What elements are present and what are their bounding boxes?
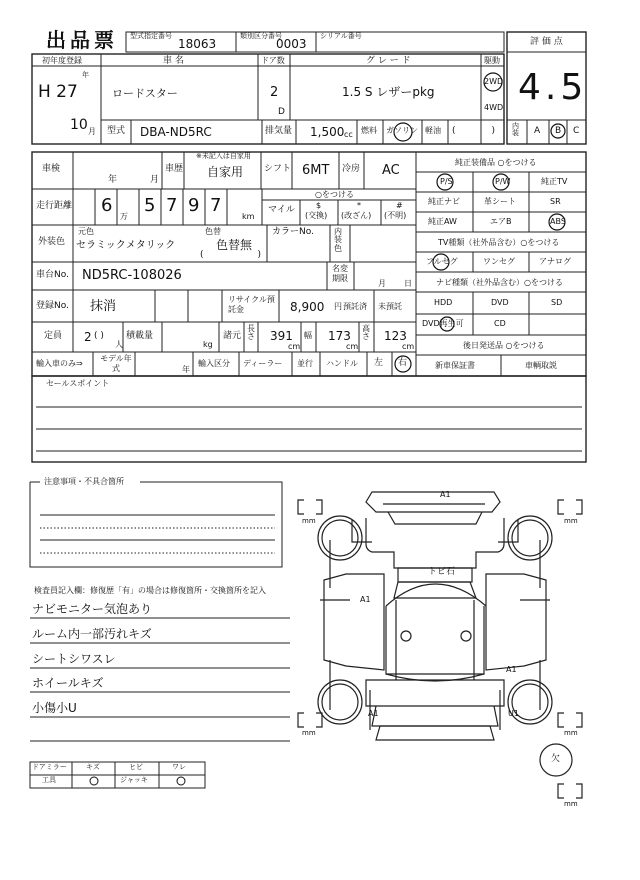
docs-header: 後日発送品 ○をつける — [463, 341, 545, 350]
note-line: ルーム内一部汚れキズ — [32, 627, 152, 641]
orig-color-value: セラミックメタリック — [76, 240, 176, 251]
door-type: D — [278, 107, 285, 117]
category-value: 0003 — [276, 37, 307, 51]
name-change-month: 月 — [378, 279, 386, 288]
legend-crack: ヒビ — [129, 763, 143, 771]
handle-label: ハンドル — [326, 359, 358, 368]
color-no-label: カラーNo. — [272, 227, 314, 237]
model-year-unit: 年 — [182, 365, 190, 374]
equip-sunroof: SR — [550, 197, 561, 206]
tv-oneseg: ワンセグ — [483, 257, 515, 266]
width-label: 幅 — [304, 331, 312, 340]
equip-airbag: エアB — [490, 217, 512, 226]
equip-power-steering: P/S — [440, 177, 453, 186]
mileage-digit: 9 — [188, 195, 200, 216]
mileage-digit: 7 — [166, 195, 178, 216]
tv-header: TV種類（社外品含む）○をつける — [438, 238, 560, 247]
width-unit: cm — [346, 342, 359, 351]
model-label: 型式 — [107, 126, 126, 136]
tamper-sym: * — [357, 201, 361, 210]
legend-jack: ジャッキ — [120, 776, 148, 784]
fuel-gasoline: ガソリン — [386, 126, 418, 135]
capacity-unit: 人 — [115, 340, 123, 349]
shaken-year-unit: 年 — [108, 175, 118, 185]
unknown-option: (不明) — [384, 211, 407, 220]
interior-c: C — [573, 126, 580, 136]
recycle-label: リサイクル預託金 — [228, 295, 275, 314]
recycle-unit: 円 — [334, 302, 342, 311]
handle-right: 右 — [398, 358, 408, 368]
load-label: 積載量 — [126, 331, 154, 341]
recycle-deposited: 預託済 — [343, 302, 367, 311]
height-label: 高さ — [362, 324, 370, 342]
use-label: 車歴 — [165, 164, 184, 174]
navi-dvd-playback: DVD再生可 — [422, 319, 464, 328]
legend-tools: 工具 — [42, 776, 56, 784]
note-line: 小傷小U — [32, 701, 77, 715]
recycle-amount: 8,900 — [290, 300, 325, 314]
note-line: ナビモニター気泡あり — [32, 602, 153, 616]
import-dealer: ディーラー — [243, 359, 283, 368]
length-unit: cm — [288, 342, 301, 351]
mm-label: mm — [564, 517, 578, 525]
shift-label: シフト — [264, 164, 292, 174]
mileage-digit: 5 — [144, 195, 156, 216]
legend-door-mirror: ドアミラー — [32, 763, 67, 771]
tv-fullseg: フルセグ — [426, 257, 458, 266]
chassis-label: 車台No. — [36, 270, 69, 280]
docs-warranty: 新車保証書 — [435, 361, 475, 370]
diagram-label: U1 — [508, 709, 519, 718]
equip-abs: ABS — [550, 217, 566, 226]
drive-2wd: 2WD — [484, 77, 504, 86]
docs-manual: 車輌取説 — [525, 361, 557, 370]
fuel-label: 燃料 — [361, 126, 377, 135]
equip-power-window: P/W — [495, 177, 511, 186]
import-type-label: 輸入区分 — [198, 359, 230, 368]
type-approval-label: 型式指定番号 — [130, 32, 172, 40]
use-value: 自家用 — [207, 165, 244, 179]
mileage-digit: 6 — [101, 195, 113, 216]
navi-hdd: HDD — [434, 298, 453, 307]
navi-dvd: DVD — [491, 298, 509, 307]
width-value: 173 — [328, 329, 351, 343]
capacity-label: 定員 — [44, 331, 63, 341]
model-value: DBA-ND5RC — [140, 125, 212, 139]
repaint-label: 色替 — [205, 227, 221, 236]
fuel-diesel: 軽油 — [425, 126, 441, 135]
interior-a: A — [534, 126, 541, 136]
import-parallel: 並行 — [297, 359, 313, 368]
orig-color-label: 元色 — [78, 227, 94, 236]
note-line: ホイールキズ — [32, 676, 104, 690]
mileage-digit: 7 — [210, 195, 222, 216]
name-change-day: 日 — [404, 279, 412, 288]
displacement-value: 1,500 — [310, 125, 345, 139]
exchange-option: (交換) — [305, 211, 328, 220]
repaint-paren: ( ) — [200, 250, 262, 260]
year-unit: 年 — [82, 71, 89, 79]
mm-label: mm — [564, 729, 578, 737]
name-change-label: 名変期限 — [332, 264, 348, 283]
month-unit: 月 — [88, 127, 96, 136]
type-approval-value: 18063 — [178, 37, 217, 51]
tv-analog: アナログ — [539, 257, 571, 266]
dims-label: 諸元 — [223, 331, 242, 341]
first-reg-year: H 27 — [38, 82, 78, 102]
legend-break: ワレ — [172, 763, 186, 771]
displacement-unit: cc — [344, 130, 353, 139]
shaken-label: 車検 — [42, 164, 61, 174]
form-title: 出品票 — [46, 28, 118, 52]
length-label: 長さ — [247, 324, 255, 342]
navi-header: ナビ種類（社外品含む）○をつける — [436, 278, 563, 287]
navi-cd: CD — [494, 319, 506, 328]
doors-value: 2 — [270, 85, 279, 100]
recycle-not-deposited: 未預託 — [378, 302, 402, 311]
fuel-other-paren: ( ) — [452, 126, 496, 136]
drive-4wd: 4WD — [484, 103, 504, 112]
mileage-km-unit: km — [242, 212, 255, 221]
mileage-label: 走行距離 — [36, 201, 73, 211]
mile-option: マイル — [268, 205, 295, 215]
first-reg-label: 初年度登録 — [42, 56, 82, 65]
car-name-label: 車 名 — [163, 56, 184, 66]
length-value: 391 — [270, 329, 293, 343]
equip-leather: 革シート — [484, 197, 516, 206]
car-name: ロードスター — [112, 87, 178, 100]
rating-label: 評 価 点 — [530, 37, 563, 47]
grade-label: グ レ ー ド — [366, 56, 411, 66]
ac-label: 冷房 — [342, 164, 361, 174]
chassis-value: ND5RC-108026 — [82, 268, 182, 283]
load-unit: kg — [203, 340, 213, 349]
interior-b: B — [555, 126, 562, 136]
reg-no-value: 抹消 — [90, 299, 117, 314]
mm-label: mm — [302, 517, 316, 525]
notes-label: 注意事項・不具合箇所 — [44, 477, 124, 486]
shaken-month-unit: 月 — [150, 175, 160, 185]
diagram-label: A1 — [360, 595, 371, 604]
unknown-sym: # — [396, 201, 403, 210]
interior-color-label: 内装色 — [334, 227, 342, 253]
diagram-label: A1 — [368, 709, 379, 718]
repaint-value: 色替無 — [216, 238, 253, 252]
equip-tv: 純正TV — [541, 177, 568, 186]
color-label: 外装色 — [38, 237, 66, 247]
capacity-paren: ( ) — [94, 331, 104, 341]
inspector-label: 検査員記入欄：修復歴「有」の場合は修復箇所・交換箇所を記入 — [34, 586, 266, 595]
serial-label: シリアル番号 — [320, 32, 362, 40]
import-label: 輸入車のみ⇒ — [36, 359, 83, 368]
equipment-header: 純正装備品 ○をつける — [455, 158, 537, 167]
diagram-label: トビ石 — [428, 567, 456, 577]
sales-point-label: セールスポイント — [46, 379, 110, 388]
reg-no-label: 登録No. — [36, 301, 69, 311]
lower-section — [0, 470, 640, 880]
mileage-man-unit: 万 — [120, 212, 128, 221]
model-year-label: モデル年式 — [100, 354, 132, 373]
capacity-value: 2 — [84, 330, 92, 344]
use-note: ※未記入は自家用 — [196, 152, 251, 160]
mm-label: mm — [302, 729, 316, 737]
navi-sd: SD — [551, 298, 563, 307]
height-value: 123 — [384, 329, 407, 343]
diagram-label: A1 — [506, 665, 517, 674]
note-line: シートシワスレ — [32, 652, 116, 666]
height-unit: cm — [402, 342, 415, 351]
exchange-sym: $ — [316, 201, 322, 210]
category-label: 類別区分番号 — [240, 32, 282, 40]
diagram-label: A1 — [440, 490, 451, 499]
doors-label: ドア数 — [261, 56, 285, 65]
legend-scratch: キズ — [86, 763, 100, 771]
missing-mark: 欠 — [551, 754, 561, 764]
handle-left: 左 — [374, 358, 384, 368]
rating-value: 4.5 — [518, 67, 588, 108]
shift-value: 6MT — [302, 163, 330, 178]
mileage-mark-header: ○をつける — [315, 190, 354, 199]
car-diagram — [298, 492, 582, 798]
drive-label: 駆動 — [484, 56, 500, 65]
equip-navi: 純正ナビ — [428, 197, 460, 206]
interior-label: 内装 — [512, 122, 519, 137]
mm-label: mm — [564, 800, 578, 808]
ac-value: AC — [382, 163, 400, 178]
tamper-option: (改ざん) — [341, 211, 372, 220]
displacement-label: 排気量 — [265, 126, 293, 136]
first-reg-month: 10 — [70, 117, 88, 133]
equip-alloy: 純正AW — [428, 217, 457, 226]
grade-value: 1.5 S レザーpkg — [342, 85, 435, 99]
